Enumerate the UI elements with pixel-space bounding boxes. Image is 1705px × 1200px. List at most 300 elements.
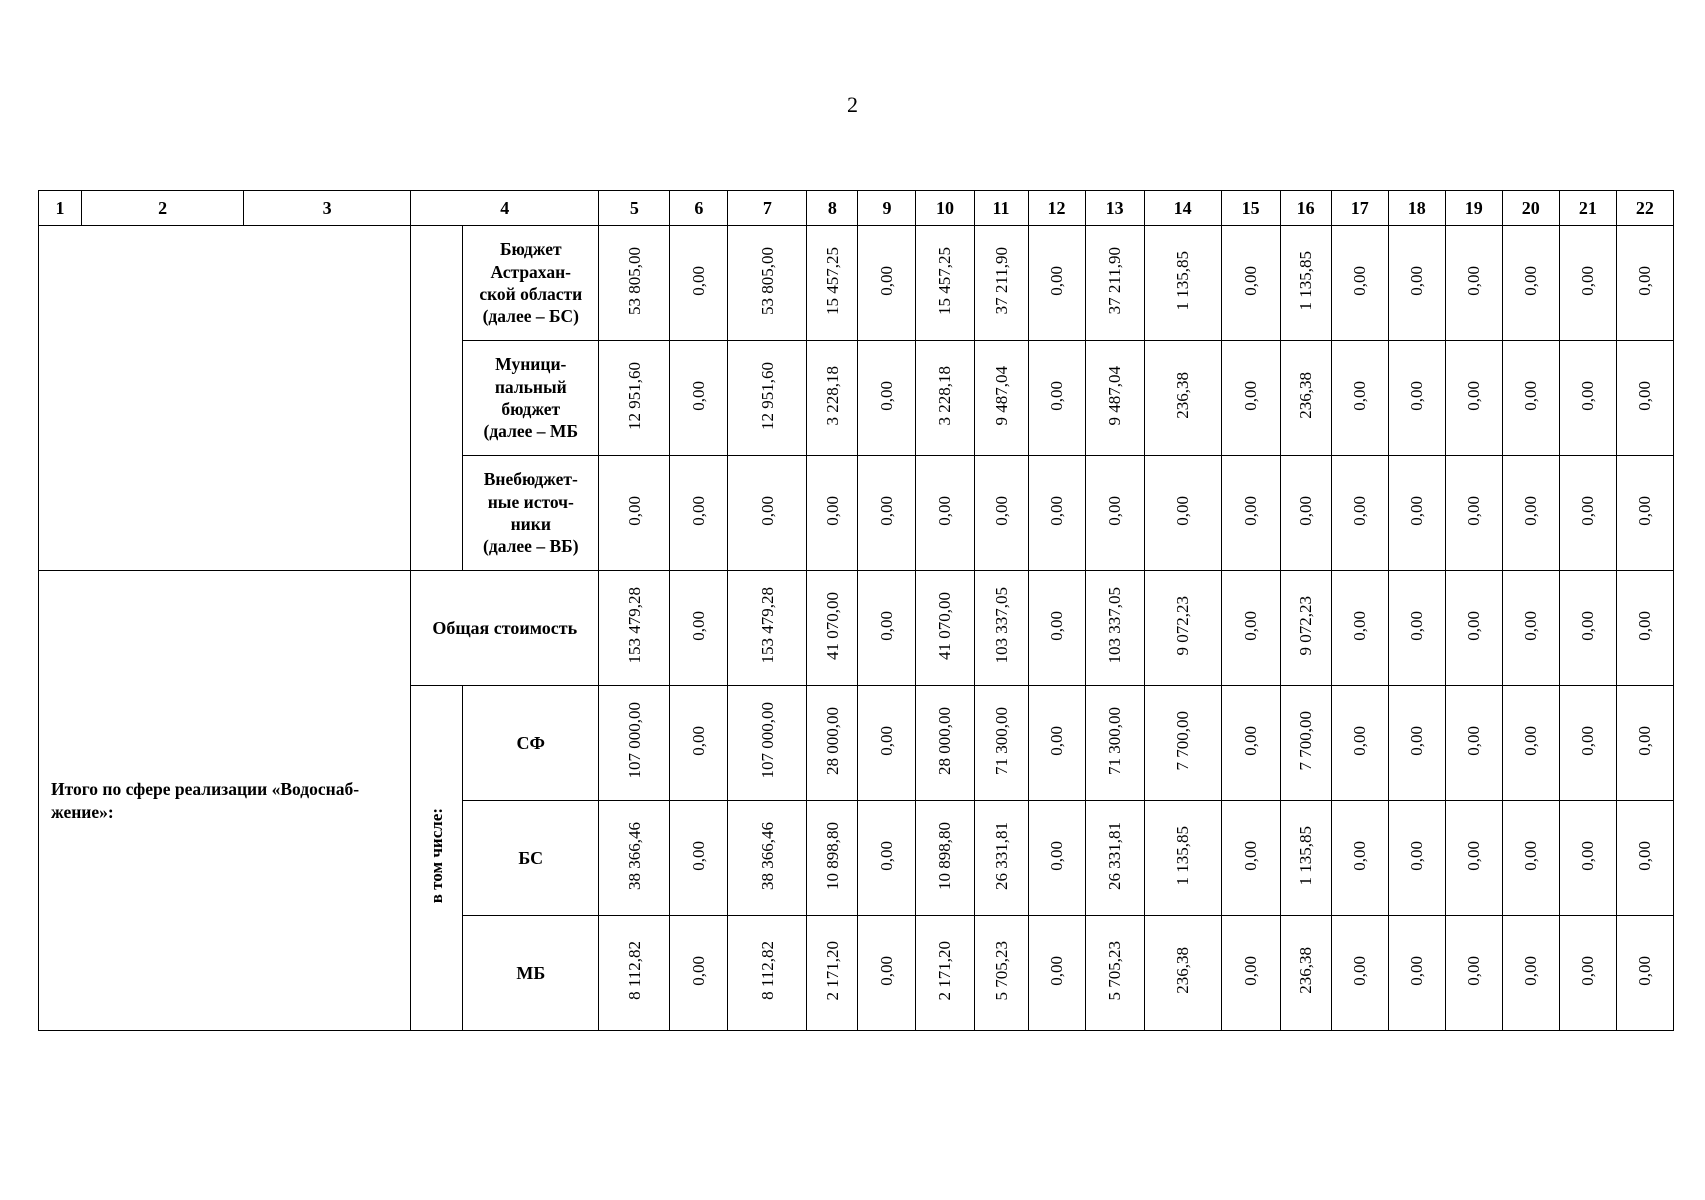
value-cell (858, 456, 916, 571)
value-cell (974, 686, 1028, 801)
value-cell (1559, 801, 1616, 916)
value-text: 1 135,85 (1296, 825, 1316, 886)
value-text: 3 228,18 (935, 365, 955, 426)
value-cell (1280, 801, 1331, 916)
value-cell (916, 686, 974, 801)
value-cell (599, 801, 670, 916)
label-line: ники (510, 514, 551, 534)
value-text: 0,00 (624, 495, 644, 526)
row-label-mb2: МБ (463, 916, 599, 1031)
value-cell (1502, 571, 1559, 686)
column-number: 12 (1028, 191, 1085, 226)
value-cell (1388, 341, 1445, 456)
value-text: 0,00 (1407, 955, 1427, 986)
value-cell (728, 686, 807, 801)
value-text: 0,00 (1635, 610, 1655, 641)
value-text: 12 951,60 (757, 361, 777, 430)
value-text: 15 457,25 (822, 246, 842, 315)
value-cell (1388, 571, 1445, 686)
value-text: 0,00 (689, 495, 709, 526)
value-text: 53 805,00 (624, 246, 644, 315)
label-line: ные источ- (487, 491, 574, 512)
value-cell (670, 801, 728, 916)
value-text: 0,00 (1578, 725, 1598, 756)
value-cell (1445, 571, 1502, 686)
value-cell (1331, 456, 1388, 571)
value-cell (670, 686, 728, 801)
value-text: 0,00 (1521, 840, 1541, 871)
value-text: 0,00 (1578, 840, 1598, 871)
summary-line: Итого по сфере реализации «Водоснаб- (51, 778, 360, 799)
value-cell (1616, 571, 1673, 686)
value-text: 0,00 (689, 265, 709, 296)
value-cell (599, 341, 670, 456)
value-cell (1388, 226, 1445, 341)
value-cell (1559, 226, 1616, 341)
value-cell (1331, 916, 1388, 1031)
value-text: 0,00 (689, 955, 709, 986)
value-text: 0,00 (1047, 265, 1067, 296)
value-cell (1616, 341, 1673, 456)
value-text: 0,00 (1350, 725, 1370, 756)
value-cell (1502, 341, 1559, 456)
value-text: 38 366,46 (624, 821, 644, 890)
value-cell (1085, 686, 1144, 801)
value-text: 2 171,20 (935, 940, 955, 1001)
label-line: бюджет (501, 399, 561, 419)
value-cell (1028, 226, 1085, 341)
column-number: 4 (411, 191, 599, 226)
value-cell (1280, 341, 1331, 456)
value-text: 0,00 (689, 380, 709, 411)
value-text: 2 171,20 (822, 940, 842, 1001)
including-label: в том числе: (427, 807, 447, 904)
value-cell (1502, 456, 1559, 571)
column-number: 10 (916, 191, 974, 226)
value-cell (807, 801, 858, 916)
value-text: 0,00 (1241, 725, 1261, 756)
value-cell (1616, 916, 1673, 1031)
value-cell (1085, 456, 1144, 571)
value-text: 0,00 (1241, 495, 1261, 526)
column-number: 3 (244, 191, 411, 226)
column-number: 2 (82, 191, 244, 226)
column-number: 5 (599, 191, 670, 226)
value-cell (1280, 456, 1331, 571)
value-text: 0,00 (1578, 380, 1598, 411)
value-text: 0,00 (1407, 610, 1427, 641)
value-cell (1028, 456, 1085, 571)
value-cell (1388, 686, 1445, 801)
value-cell (670, 226, 728, 341)
value-text: 1 135,85 (1296, 250, 1316, 311)
value-text: 0,00 (1241, 955, 1261, 986)
value-cell (1085, 801, 1144, 916)
label-line: Астрахан- (490, 261, 571, 282)
value-cell (1502, 686, 1559, 801)
value-cell (1445, 341, 1502, 456)
value-text: 8 112,82 (624, 941, 644, 1000)
value-cell (916, 226, 974, 341)
row-label-mb (463, 341, 599, 456)
column-number: 9 (858, 191, 916, 226)
column-number-row (39, 191, 1674, 226)
value-text: 41 070,00 (935, 591, 955, 660)
value-text: 0,00 (877, 265, 897, 296)
summary-label (39, 571, 411, 1031)
value-cell (599, 571, 670, 686)
value-text: 10 898,80 (935, 821, 955, 890)
value-text: 0,00 (1105, 495, 1125, 526)
value-text: 236,38 (1173, 372, 1193, 419)
value-cell (1616, 456, 1673, 571)
value-cell (1144, 571, 1221, 686)
value-text: 0,00 (935, 495, 955, 526)
value-cell (858, 571, 916, 686)
value-text: 9 072,23 (1296, 595, 1316, 656)
value-cell (1388, 801, 1445, 916)
value-cell (728, 801, 807, 916)
value-cell (1616, 686, 1673, 801)
value-cell (807, 456, 858, 571)
value-text: 0,00 (1241, 840, 1261, 871)
value-cell (974, 226, 1028, 341)
value-cell (858, 226, 916, 341)
column-number: 21 (1559, 191, 1616, 226)
value-text: 0,00 (1407, 495, 1427, 526)
value-cell (1028, 916, 1085, 1031)
value-text: 0,00 (877, 495, 897, 526)
value-text: 0,00 (1464, 495, 1484, 526)
row-total (39, 571, 1674, 686)
value-text: 0,00 (1578, 955, 1598, 986)
value-text: 71 300,00 (1105, 706, 1125, 775)
value-text: 5 705,23 (1105, 940, 1125, 1001)
value-cell (728, 226, 807, 341)
value-text: 0,00 (822, 495, 842, 526)
value-cell (807, 571, 858, 686)
value-cell (974, 916, 1028, 1031)
value-cell (1085, 341, 1144, 456)
value-cell (1502, 801, 1559, 916)
value-text: 15 457,25 (935, 246, 955, 315)
value-cell (1221, 456, 1280, 571)
value-cell (1388, 916, 1445, 1031)
value-cell (974, 456, 1028, 571)
value-text: 0,00 (1350, 495, 1370, 526)
value-cell (1280, 571, 1331, 686)
value-text: 0,00 (689, 610, 709, 641)
value-cell (1559, 341, 1616, 456)
value-cell (1085, 226, 1144, 341)
value-cell (916, 801, 974, 916)
row-label-vb (463, 456, 599, 571)
value-text: 9 487,04 (991, 365, 1011, 426)
value-text: 236,38 (1173, 947, 1193, 994)
column-number: 16 (1280, 191, 1331, 226)
value-text: 107 000,00 (757, 702, 777, 779)
value-cell (1445, 456, 1502, 571)
value-cell (1502, 916, 1559, 1031)
value-cell (599, 916, 670, 1031)
value-cell (807, 686, 858, 801)
value-cell (670, 456, 728, 571)
value-text: 7 700,00 (1296, 710, 1316, 771)
value-cell (1221, 226, 1280, 341)
value-text: 0,00 (1635, 495, 1655, 526)
value-text: 0,00 (1407, 840, 1427, 871)
row-label-sf: СФ (463, 686, 599, 801)
label-line: (далее – БС) (482, 306, 579, 327)
value-text: 1 135,85 (1173, 825, 1193, 886)
column-number: 8 (807, 191, 858, 226)
value-cell (1028, 686, 1085, 801)
value-text: 10 898,80 (822, 821, 842, 890)
column-number: 7 (728, 191, 807, 226)
value-cell (599, 456, 670, 571)
value-cell (1331, 226, 1388, 341)
empty-merged-cell (39, 226, 411, 571)
value-cell (807, 341, 858, 456)
value-text: 0,00 (1635, 840, 1655, 871)
value-text: 0,00 (877, 840, 897, 871)
value-cell (916, 341, 974, 456)
value-cell (1559, 571, 1616, 686)
value-text: 0,00 (1635, 725, 1655, 756)
value-text: 9 487,04 (1105, 365, 1125, 426)
column-number: 20 (1502, 191, 1559, 226)
value-cell (1331, 571, 1388, 686)
value-text: 12 951,60 (624, 361, 644, 430)
value-cell (1221, 916, 1280, 1031)
value-text: 0,00 (1296, 495, 1316, 526)
value-cell (1028, 801, 1085, 916)
value-cell (1221, 686, 1280, 801)
value-cell (1221, 801, 1280, 916)
value-text: 41 070,00 (822, 591, 842, 660)
value-text: 0,00 (991, 495, 1011, 526)
value-text: 0,00 (1464, 955, 1484, 986)
label-line: Бюджет (499, 239, 562, 260)
value-text: 0,00 (1407, 725, 1427, 756)
value-cell (1388, 456, 1445, 571)
value-cell (858, 916, 916, 1031)
value-cell (670, 571, 728, 686)
value-cell (974, 571, 1028, 686)
value-cell (1085, 571, 1144, 686)
column-number: 11 (974, 191, 1028, 226)
value-cell (1144, 801, 1221, 916)
value-cell (807, 226, 858, 341)
label-line: пальный (494, 376, 567, 397)
value-cell (670, 916, 728, 1031)
value-text: 0,00 (1241, 610, 1261, 641)
value-text: 0,00 (1578, 265, 1598, 296)
label-line: Внебюджет- (483, 469, 578, 490)
value-cell (1144, 341, 1221, 456)
value-cell (858, 801, 916, 916)
value-text: 0,00 (1047, 495, 1067, 526)
value-cell (1085, 916, 1144, 1031)
value-text: 0,00 (1521, 610, 1541, 641)
value-text: 0,00 (1047, 610, 1067, 641)
value-text: 0,00 (1464, 610, 1484, 641)
value-cell (1144, 916, 1221, 1031)
column-number: 1 (39, 191, 82, 226)
value-text: 0,00 (1241, 380, 1261, 411)
value-text: 0,00 (1350, 380, 1370, 411)
label-line: (далее – ВБ) (483, 536, 579, 557)
value-cell (1028, 571, 1085, 686)
value-text: 71 300,00 (991, 706, 1011, 775)
value-text: 0,00 (877, 725, 897, 756)
value-text: 0,00 (689, 725, 709, 756)
value-text: 0,00 (1350, 840, 1370, 871)
value-cell (1144, 226, 1221, 341)
value-text: 236,38 (1296, 372, 1316, 419)
row-label-bs (463, 226, 599, 341)
row-label-bs2: БС (463, 801, 599, 916)
value-cell (1559, 456, 1616, 571)
value-cell (1331, 341, 1388, 456)
value-text: 153 479,28 (757, 587, 777, 664)
row-bs (39, 226, 1674, 341)
column-number: 14 (1144, 191, 1221, 226)
value-text: 7 700,00 (1173, 710, 1193, 771)
value-text: 0,00 (1464, 725, 1484, 756)
value-text: 0,00 (1635, 380, 1655, 411)
column-number: 19 (1445, 191, 1502, 226)
value-text: 0,00 (689, 840, 709, 871)
value-cell (728, 916, 807, 1031)
column-number: 15 (1221, 191, 1280, 226)
label-line: ской области (479, 284, 583, 304)
value-cell (1144, 686, 1221, 801)
value-text: 103 337,05 (1105, 587, 1125, 664)
value-text: 26 331,81 (991, 821, 1011, 890)
value-cell (974, 341, 1028, 456)
value-text: 38 366,46 (757, 821, 777, 890)
value-text: 0,00 (1635, 265, 1655, 296)
value-text: 0,00 (877, 610, 897, 641)
value-cell (974, 801, 1028, 916)
column-number: 18 (1388, 191, 1445, 226)
value-cell (1559, 686, 1616, 801)
value-cell (1028, 341, 1085, 456)
budget-table (38, 190, 1674, 1031)
value-cell (599, 686, 670, 801)
value-text: 0,00 (1521, 380, 1541, 411)
value-cell (858, 686, 916, 801)
value-cell (1280, 686, 1331, 801)
value-text: 5 705,23 (991, 940, 1011, 1001)
column-number: 17 (1331, 191, 1388, 226)
value-cell (1616, 226, 1673, 341)
value-text: 0,00 (1407, 265, 1427, 296)
page-number: 2 (847, 92, 858, 117)
value-cell (1616, 801, 1673, 916)
value-text: 0,00 (1521, 725, 1541, 756)
value-cell (1502, 226, 1559, 341)
value-text: 0,00 (1350, 610, 1370, 641)
empty-indent-cell (411, 226, 463, 571)
label-line: Муници- (495, 354, 567, 375)
value-cell (1445, 916, 1502, 1031)
value-text: 0,00 (877, 380, 897, 411)
value-cell (1221, 571, 1280, 686)
value-cell (1559, 916, 1616, 1031)
value-text: 0,00 (1047, 840, 1067, 871)
column-number: 22 (1616, 191, 1673, 226)
value-text: 0,00 (1407, 380, 1427, 411)
value-text: 0,00 (757, 495, 777, 526)
value-text: 0,00 (1047, 955, 1067, 986)
value-cell (858, 341, 916, 456)
value-cell (1331, 801, 1388, 916)
including-label-cell (411, 686, 463, 1031)
value-cell (1445, 801, 1502, 916)
value-cell (728, 341, 807, 456)
value-cell (1445, 226, 1502, 341)
value-text: 107 000,00 (624, 702, 644, 779)
value-text: 0,00 (1521, 955, 1541, 986)
value-cell (1280, 226, 1331, 341)
value-cell (728, 571, 807, 686)
value-text: 0,00 (1635, 955, 1655, 986)
value-text: 0,00 (1241, 265, 1261, 296)
column-number: 6 (670, 191, 728, 226)
value-text: 0,00 (1521, 495, 1541, 526)
value-text: 103 337,05 (991, 587, 1011, 664)
value-text: 53 805,00 (757, 246, 777, 315)
value-text: 0,00 (1173, 495, 1193, 526)
value-cell (670, 341, 728, 456)
value-text: 28 000,00 (935, 706, 955, 775)
value-text: 0,00 (877, 955, 897, 986)
value-text: 0,00 (1521, 265, 1541, 296)
value-text: 236,38 (1296, 947, 1316, 994)
value-text: 8 112,82 (757, 941, 777, 1000)
value-text: 0,00 (1464, 380, 1484, 411)
value-text: 0,00 (1047, 380, 1067, 411)
value-cell (1221, 341, 1280, 456)
value-text: 28 000,00 (822, 706, 842, 775)
value-text: 0,00 (1464, 840, 1484, 871)
value-text: 3 228,18 (822, 365, 842, 426)
value-cell (599, 226, 670, 341)
summary-line: жение»: (51, 801, 114, 822)
row-label-total: Общая стоимость (411, 571, 599, 686)
value-text: 0,00 (1578, 495, 1598, 526)
value-cell (807, 916, 858, 1031)
value-text: 1 135,85 (1173, 250, 1193, 311)
value-cell (916, 916, 974, 1031)
value-cell (1280, 916, 1331, 1031)
value-cell (1144, 456, 1221, 571)
value-text: 153 479,28 (624, 587, 644, 664)
value-cell (1445, 686, 1502, 801)
column-number: 13 (1085, 191, 1144, 226)
value-text: 37 211,90 (1105, 246, 1125, 315)
label-line: (далее – МБ (483, 421, 579, 442)
value-text: 37 211,90 (991, 246, 1011, 315)
value-cell (916, 571, 974, 686)
value-text: 0,00 (1464, 265, 1484, 296)
value-text: 0,00 (1047, 725, 1067, 756)
value-cell (1331, 686, 1388, 801)
value-text: 0,00 (1350, 265, 1370, 296)
value-text: 0,00 (1350, 955, 1370, 986)
